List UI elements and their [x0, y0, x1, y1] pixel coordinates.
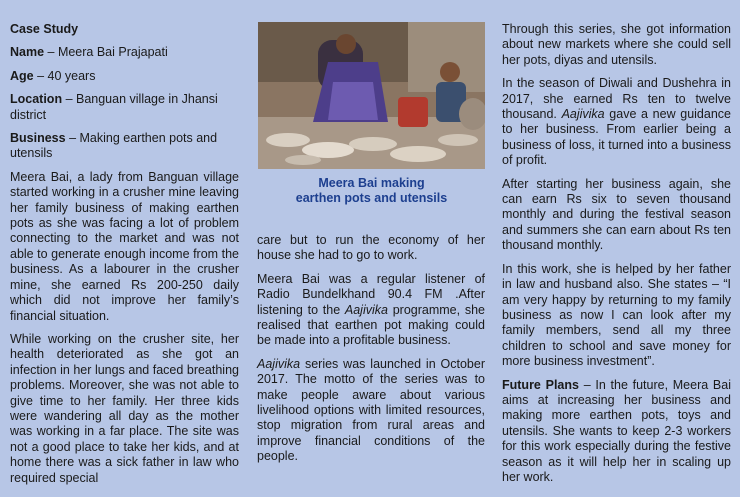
- caption-line-1: Meera Bai making: [318, 176, 425, 190]
- caption-line-2: earthen pots and utensils: [295, 191, 448, 205]
- location-label: Location: [10, 92, 63, 107]
- location-value: – Banguan village in Jhansi district: [10, 92, 218, 122]
- pottery-illustration: [258, 22, 485, 169]
- age-value: – 40 years: [33, 68, 96, 83]
- col3-paragraph-2: In the season of Diwali and Dushehra in 2017, she earned Rs ten to twelve thousand. Aajivika gave a new guidance to her business. From earlier being a business of loss, it turned into a business of profit.: [502, 76, 731, 168]
- age-line: [10, 69, 239, 84]
- location-line: [10, 92, 239, 123]
- age-label: Age: [10, 68, 34, 83]
- name-label: Name: [10, 45, 45, 60]
- photo-caption: [258, 176, 485, 206]
- business-line: [10, 131, 239, 162]
- future-plans-value: – In the future, Meera Bai aims at increasing her business and making more earthen pots, toys and utensils. She wants to keep 2-3 workers for this work especially during the festive season as it will help her in scaling up her work.: [502, 377, 731, 484]
- meera-bai-photo: [258, 22, 485, 169]
- col3-paragraph-3: After starting her business again, she can earn Rs six to seven thousand monthly and during the festival season and summers she can earn about Rs ten thousand monthly.: [502, 176, 731, 253]
- name-value: – Meera Bai Prajapati: [44, 45, 168, 60]
- future-plans-label: Future Plans: [502, 377, 579, 392]
- middle-column: [257, 233, 485, 473]
- col1-paragraph-2: While working on the crusher site, her health deteriorated as she got an infection in her lungs and faced breathing problems. Moreover, she was not able to give time to her family. Her three kids were wandering all day as the mother was working in a far place. The site was not a good place to take her kids, and at home there was a sick father in law who required special: [10, 331, 239, 485]
- col3-paragraph-4: In this work, she is helped by her father in law and husband also. She states – “I am very happy by returning to my family business as now I can look after my family members, send all my three children to school and save money for more business investment”.: [502, 261, 731, 369]
- col2-paragraph-1: care but to run the economy of her house she had to go to work.: [257, 233, 485, 263]
- future-plans: [502, 378, 731, 486]
- business-value: – Making earthen pots and utensils: [10, 131, 218, 161]
- col1-paragraph-1: Meera Bai, a lady from Banguan village started working in a crusher mine leaving her family business of making earthen pots as she was facing a lot of problem connecting to the market and was not able to generate enough income from the business. As a labourer in the crusher mine, she earned Rs 200-250 daily which did not improve her family’s financial situation.: [10, 169, 239, 323]
- col3-paragraph-1: Through this series, she got information about new markets where she could sell her pots, diyas and utensils.: [502, 22, 731, 67]
- left-column: [10, 22, 239, 494]
- col2-paragraph-2: Meera Bai was a regular listener of Radio Bundelkhand 90.4 FM .After listening to the Aajivika programme, she realised that earthen pot making could be made into a profitable business.: [257, 271, 485, 348]
- business-label: Business: [10, 131, 66, 146]
- col2-paragraph-3: Aajivika series was launched in October 2017. The motto of the series was to make people aware about various livelihood options with limited resources, stop migration from rural areas and improve financial conditions of the people.: [257, 356, 485, 464]
- name-line: [10, 45, 239, 60]
- case-study-heading: Case Study: [10, 22, 79, 36]
- right-column: [502, 22, 731, 493]
